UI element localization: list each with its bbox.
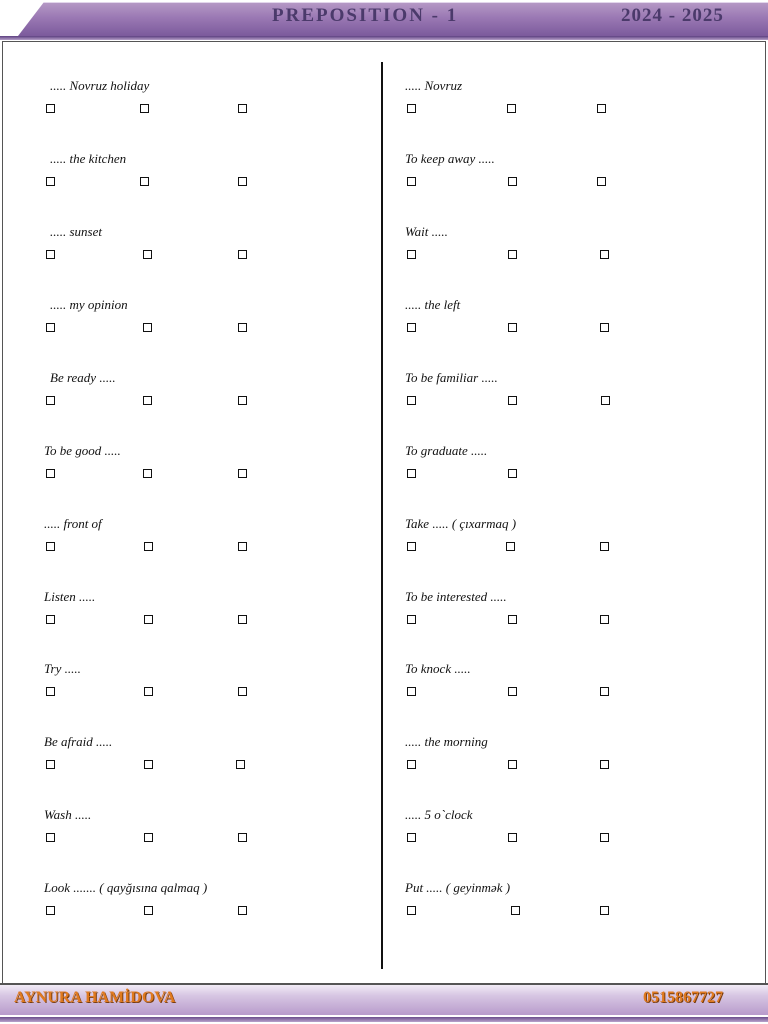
question-text: Take ..... ( çıxarmaq ) <box>405 516 517 531</box>
header-banner <box>0 0 768 40</box>
answer-checkbox[interactable] <box>46 323 55 332</box>
answer-checkbox[interactable] <box>600 250 609 259</box>
question-text: ..... the kitchen <box>50 151 127 166</box>
answer-checkbox[interactable] <box>600 687 609 696</box>
answer-checkbox[interactable] <box>600 542 609 551</box>
question-text: Try ..... <box>44 661 81 676</box>
answer-checkbox[interactable] <box>407 323 416 332</box>
answer-checkbox[interactable] <box>46 615 55 624</box>
question-text: ..... sunset <box>50 224 102 239</box>
question-text: Wash ..... <box>44 807 92 822</box>
question-text: ..... Novruz holiday <box>50 78 150 93</box>
question-text: To be familiar ..... <box>405 370 498 385</box>
answer-checkbox[interactable] <box>144 542 153 551</box>
question-text: Put ..... ( geyinmək ) <box>405 880 511 895</box>
author-name: AYNURA HAMİDOVA <box>14 989 176 1006</box>
question-text: To knock ..... <box>405 661 471 676</box>
question-text: To graduate ..... <box>405 443 488 458</box>
question-text: Be ready ..... <box>50 370 116 385</box>
answer-checkbox[interactable] <box>597 177 606 186</box>
answer-checkbox[interactable] <box>46 104 55 113</box>
answer-checkbox[interactable] <box>508 687 517 696</box>
answer-checkbox[interactable] <box>508 396 517 405</box>
answer-checkbox[interactable] <box>507 104 516 113</box>
answer-checkbox[interactable] <box>140 177 149 186</box>
answer-checkbox[interactable] <box>407 104 416 113</box>
answer-checkbox[interactable] <box>238 323 247 332</box>
question-text: ..... the morning <box>405 734 488 749</box>
answer-checkbox[interactable] <box>597 104 606 113</box>
page-title: PREPOSITION - 1 <box>272 5 459 26</box>
answer-checkbox[interactable] <box>508 250 517 259</box>
question-text: ..... the left <box>405 297 461 312</box>
answer-checkbox[interactable] <box>144 906 153 915</box>
answer-checkbox[interactable] <box>508 833 517 842</box>
answer-checkbox[interactable] <box>143 323 152 332</box>
answer-checkbox[interactable] <box>46 687 55 696</box>
answer-checkbox[interactable] <box>46 542 55 551</box>
answer-checkbox[interactable] <box>407 396 416 405</box>
answer-checkbox[interactable] <box>407 542 416 551</box>
answer-checkbox[interactable] <box>238 833 247 842</box>
answer-checkbox[interactable] <box>46 250 55 259</box>
question-text: Listen ..... <box>44 589 96 604</box>
question-text: To keep away ..... <box>405 151 495 166</box>
answer-checkbox[interactable] <box>407 469 416 478</box>
answer-checkbox[interactable] <box>236 760 245 769</box>
answer-checkbox[interactable] <box>238 250 247 259</box>
question-text: ..... my opinion <box>50 297 128 312</box>
answer-checkbox[interactable] <box>508 177 517 186</box>
answer-checkbox[interactable] <box>238 469 247 478</box>
answer-checkbox[interactable] <box>144 687 153 696</box>
answer-checkbox[interactable] <box>407 687 416 696</box>
footer-banner <box>0 983 768 1024</box>
answer-checkbox[interactable] <box>144 833 153 842</box>
answer-checkbox[interactable] <box>508 615 517 624</box>
answer-checkbox[interactable] <box>140 104 149 113</box>
answer-checkbox[interactable] <box>46 469 55 478</box>
school-year: 2024 - 2025 <box>621 5 724 26</box>
answer-checkbox[interactable] <box>508 469 517 478</box>
answer-checkbox[interactable] <box>238 396 247 405</box>
answer-checkbox[interactable] <box>143 396 152 405</box>
answer-checkbox[interactable] <box>46 396 55 405</box>
footer-line <box>0 1017 768 1022</box>
answer-checkbox[interactable] <box>46 833 55 842</box>
answer-checkbox[interactable] <box>143 469 152 478</box>
question-text: Look ....... ( qayğısına qalmaq ) <box>44 880 208 895</box>
author-phone: 0515867727 <box>643 989 723 1006</box>
answer-checkbox[interactable] <box>46 177 55 186</box>
answer-checkbox[interactable] <box>143 250 152 259</box>
answer-checkbox[interactable] <box>601 396 610 405</box>
answer-checkbox[interactable] <box>407 833 416 842</box>
answer-checkbox[interactable] <box>238 687 247 696</box>
answer-checkbox[interactable] <box>407 177 416 186</box>
answer-checkbox[interactable] <box>600 833 609 842</box>
answer-checkbox[interactable] <box>46 906 55 915</box>
answer-checkbox[interactable] <box>238 906 247 915</box>
answer-checkbox[interactable] <box>600 323 609 332</box>
question-text: Wait ..... <box>405 224 448 239</box>
column-divider <box>381 62 383 969</box>
answer-checkbox[interactable] <box>600 760 609 769</box>
question-text: To be interested ..... <box>405 589 507 604</box>
question-text: Be afraid ..... <box>44 734 113 749</box>
answer-checkbox[interactable] <box>238 542 247 551</box>
answer-checkbox[interactable] <box>144 760 153 769</box>
answer-checkbox[interactable] <box>46 760 55 769</box>
answer-checkbox[interactable] <box>600 906 609 915</box>
answer-checkbox[interactable] <box>407 615 416 624</box>
answer-checkbox[interactable] <box>407 250 416 259</box>
answer-checkbox[interactable] <box>506 542 515 551</box>
answer-checkbox[interactable] <box>511 906 520 915</box>
answer-checkbox[interactable] <box>407 760 416 769</box>
answer-checkbox[interactable] <box>508 323 517 332</box>
question-text: ..... Novruz <box>405 78 463 93</box>
worksheet-frame <box>2 41 766 984</box>
question-text: ..... 5 o`clock <box>405 807 473 822</box>
answer-checkbox[interactable] <box>144 615 153 624</box>
answer-checkbox[interactable] <box>407 906 416 915</box>
answer-checkbox[interactable] <box>238 104 247 113</box>
question-text: ..... front of <box>44 516 102 531</box>
question-text: To be good ..... <box>44 443 121 458</box>
answer-checkbox[interactable] <box>508 760 517 769</box>
header-edge <box>0 36 768 40</box>
answer-checkbox[interactable] <box>238 177 247 186</box>
answer-checkbox[interactable] <box>600 615 609 624</box>
answer-checkbox[interactable] <box>238 615 247 624</box>
